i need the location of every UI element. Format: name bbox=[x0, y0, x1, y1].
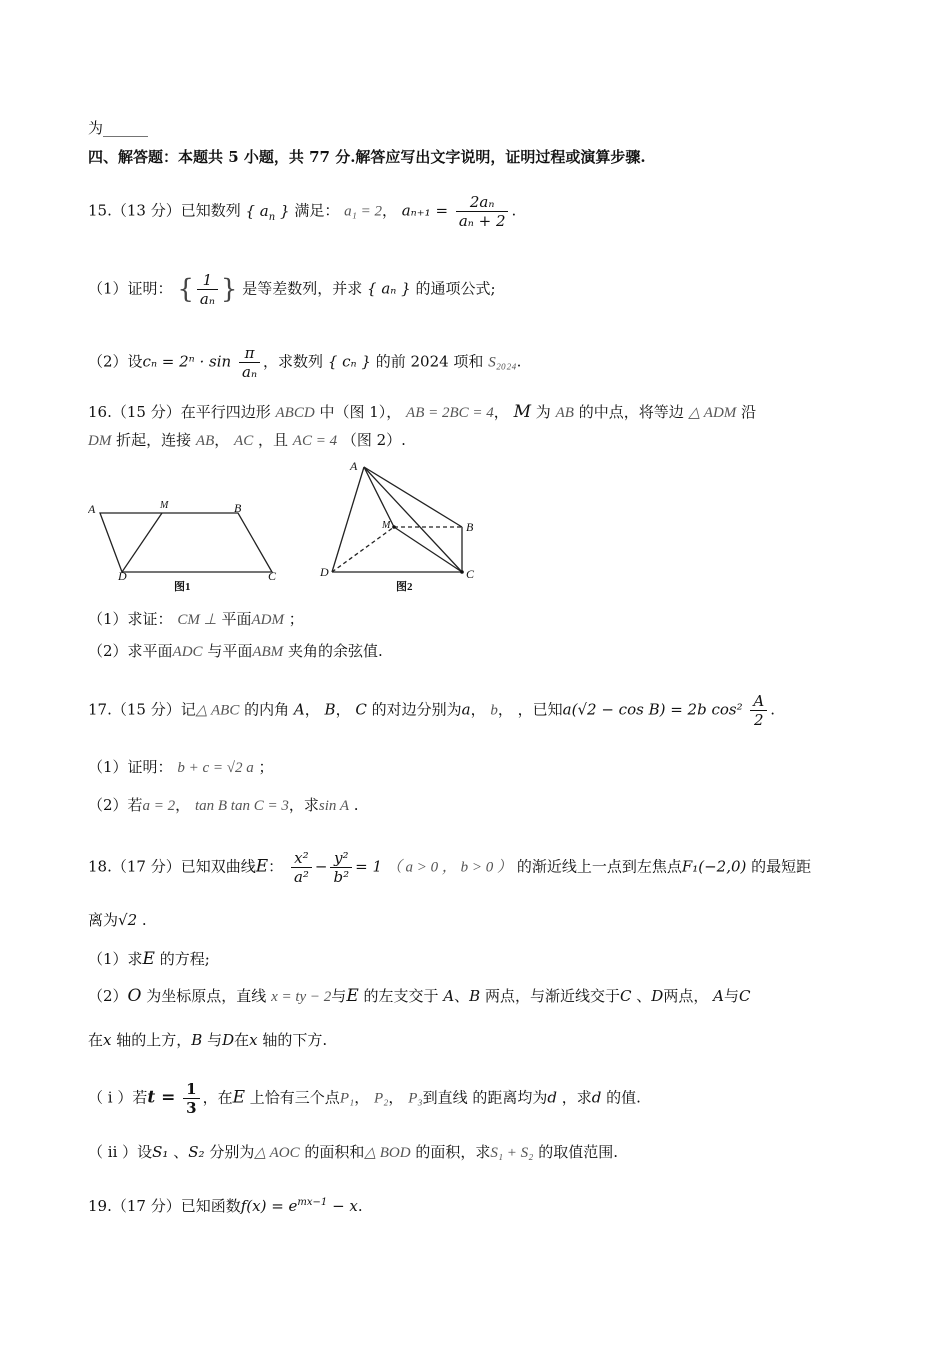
q17-frac-den: 2 bbox=[754, 711, 764, 729]
q18-i-frac bbox=[183, 1080, 199, 1117]
q15-p2-post: 的前 2024 项和 bbox=[375, 352, 484, 371]
q16-l2-end: （图 2）. bbox=[341, 431, 406, 449]
q17-mid1: 的内角 bbox=[244, 700, 290, 719]
q16-tri: △ ADM bbox=[688, 405, 737, 421]
q18-part2 bbox=[88, 986, 750, 1007]
section-title bbox=[88, 147, 646, 167]
q18-ii-dun: 、 bbox=[173, 1143, 189, 1161]
q17-p1-math: b + c = √2 a bbox=[177, 760, 254, 776]
q18-p2-mid6: 与 bbox=[723, 987, 739, 1005]
left-brace-icon: { bbox=[177, 274, 194, 305]
q18-i-p2: P₂ bbox=[374, 1090, 389, 1107]
q19-fx: f(x) = e bbox=[240, 1197, 298, 1215]
q16-l2-eq: AC = 4 bbox=[292, 433, 338, 449]
q18-colon: ： bbox=[268, 857, 284, 876]
q18-i-d2: d bbox=[591, 1088, 602, 1107]
q18-i-mid2: 上恰有三个点 bbox=[249, 1088, 340, 1107]
fig1-label-a: A bbox=[88, 502, 96, 516]
fig2-point-m bbox=[392, 525, 396, 529]
fig1-label-m: M bbox=[160, 500, 169, 511]
q18-i-mid1: ，在 bbox=[202, 1088, 233, 1107]
q18-p2-c2: C bbox=[738, 987, 751, 1005]
q16-mid4: 沿 bbox=[741, 403, 757, 421]
q18-sub-ii bbox=[88, 1142, 618, 1163]
q15-p2-sum: S₂₀₂₄ bbox=[488, 354, 517, 371]
q15-seq-brace: { a bbox=[245, 201, 269, 220]
q18-y2: y² bbox=[330, 849, 352, 868]
q16-ab: AB bbox=[555, 405, 574, 421]
q15-p1-post: 的通项公式; bbox=[415, 279, 496, 298]
q17-expr: a(√2 − cos B) = 2b cos² bbox=[562, 700, 743, 719]
q18-p1-e: E bbox=[142, 949, 155, 969]
fig2-label-c: C bbox=[466, 567, 475, 581]
q18-stem: 18.（17 分）已知双曲线E： $\frac{\text{x²}}{\text{a²}}$ − $\frac{\text{y²}}{\text{b²}}$ = 1 （ a > 0 ， b > 0 ） 的渐近线上一点到左焦点F₁(−2,0) 的最短距 bbox=[88, 849, 812, 886]
q17-stem-text: 17.（15 分）记 bbox=[88, 700, 196, 719]
q18-l3-pre: 在 bbox=[88, 1031, 104, 1049]
q18-l3-d: D bbox=[222, 1031, 235, 1049]
q18-p2-dun2: 、 bbox=[636, 987, 652, 1005]
q18-p2-d: D bbox=[651, 987, 664, 1005]
q16-line1-text: 16.（15 分）在平行四边形 bbox=[88, 403, 271, 421]
q15-p1-den: aₙ bbox=[199, 290, 215, 308]
fig2-point-c bbox=[460, 570, 464, 574]
q18-ii-mid2: 的面积和 bbox=[304, 1143, 365, 1161]
q18-p2-mid5: 两点， bbox=[663, 987, 709, 1005]
fig2-mc bbox=[394, 527, 462, 572]
q18-l3-mid2: 与 bbox=[207, 1031, 223, 1049]
q15-p1-frac bbox=[197, 271, 218, 308]
q17-side-a: a bbox=[461, 700, 471, 719]
fig2-caption: 图2 bbox=[396, 581, 413, 593]
q18-p2-c: C bbox=[620, 987, 632, 1005]
fig1-label-d: D bbox=[118, 569, 127, 583]
q16-eq1: AB = 2BC = 4 bbox=[406, 405, 494, 421]
q18-part1 bbox=[88, 949, 210, 969]
q18-l3-x2: x bbox=[249, 1031, 258, 1049]
q18-p2-e: E bbox=[346, 986, 359, 1006]
continuation-line bbox=[88, 118, 148, 138]
q16-p1-end: ； bbox=[288, 610, 304, 628]
q19-stem bbox=[88, 1193, 363, 1216]
q18-i-pre: （ i ）若 bbox=[88, 1088, 148, 1107]
q16-m: M bbox=[513, 402, 532, 422]
q18-i-mid3: 到直线 的距离均为 bbox=[422, 1088, 548, 1107]
q16-dm: DM bbox=[88, 433, 112, 449]
q17-frac bbox=[750, 692, 767, 729]
q17-p2-mid: ，求 bbox=[288, 796, 319, 814]
q16-p2-end: 夹角的余弦值. bbox=[287, 642, 383, 660]
q18-frac-x bbox=[291, 849, 312, 886]
q16-mid1: 中（图 1）， bbox=[319, 403, 402, 421]
q18-p2-mid2: 与 bbox=[331, 987, 347, 1005]
q15-p2-seq: { cₙ } bbox=[327, 352, 371, 371]
q18-x2: x² bbox=[291, 849, 312, 868]
q16-p2-pre: （2）求平面 bbox=[88, 642, 173, 660]
q16-l2-ab: AB bbox=[195, 433, 215, 449]
figure-2 bbox=[332, 467, 462, 572]
fig1-parallelogram bbox=[100, 513, 272, 572]
q16-line2-text: 折起，连接 bbox=[116, 431, 192, 449]
q18-l3-mid: 轴的上方， bbox=[116, 1031, 192, 1049]
q16-mid2: 为 bbox=[535, 403, 551, 421]
q18-end: 的最短距 bbox=[751, 857, 812, 876]
q17-p1-end: ； bbox=[258, 758, 274, 776]
q17-part2 bbox=[88, 795, 359, 816]
q16-p2-mid: 与平面 bbox=[207, 642, 253, 660]
q18-b2: b² bbox=[333, 868, 350, 886]
fig1-label-b: B bbox=[234, 501, 242, 515]
q15-stem: 15.（13 分）已知数列 { $a_n$ } 满足： a₁ = 2， aₙ₊₁ = $\frac{\text{2aₙ}}{\text{aₙ + 2}}$ . bbox=[88, 193, 517, 230]
q18-i-end: 的值. bbox=[606, 1088, 641, 1107]
q15-p1-pre: （1）证明： bbox=[88, 279, 173, 298]
q18-ii-end: 的取值范围. bbox=[538, 1143, 618, 1161]
q16-part2 bbox=[88, 641, 383, 662]
q17-p2-sin: sin A bbox=[318, 798, 350, 814]
q19-exp: mx−1 bbox=[297, 1197, 328, 1208]
q18-p2-a2: A bbox=[713, 987, 724, 1005]
q15-rec-frac bbox=[456, 193, 509, 230]
q18-dot: . bbox=[141, 911, 147, 929]
q17-p2-a: a = 2 bbox=[142, 798, 176, 814]
q16-p1-pre: （1）求证： bbox=[88, 610, 173, 628]
q18-i-num: 1 bbox=[183, 1080, 199, 1099]
q16-p1-math: CM ⊥ bbox=[177, 612, 217, 628]
q15-part1 bbox=[88, 271, 496, 308]
q18-p2-a: A bbox=[443, 987, 455, 1005]
q18-p2-line: x = ty − 2 bbox=[271, 989, 332, 1005]
q18-cond: （ a > 0 ， b > 0 ） bbox=[386, 859, 513, 876]
q17-p2-tan: tan B tan C = 3 bbox=[194, 798, 289, 814]
q15-p2-pre: （2）设 bbox=[88, 352, 143, 371]
q15-p2-num: π bbox=[239, 344, 260, 363]
q18-l3-end: 轴的下方. bbox=[262, 1031, 328, 1049]
q18-eq1: = 1 bbox=[355, 857, 382, 876]
q18-ii-s2: S₂ bbox=[188, 1143, 205, 1161]
q17-b-angle: B bbox=[324, 700, 336, 719]
fig1-caption: 图1 bbox=[174, 581, 191, 593]
fig1-dm-line bbox=[122, 513, 162, 572]
q16-line2 bbox=[88, 430, 406, 451]
q16-p2-adc: ADC bbox=[172, 644, 203, 660]
q19-stem-text: 19.（17 分）已知函数 bbox=[88, 1197, 241, 1215]
right-brace-icon: } bbox=[220, 274, 238, 305]
q17-a-angle: A bbox=[293, 700, 305, 719]
q16-p2-abm: ABM bbox=[252, 644, 284, 660]
q17-p2-pre: （2）若 bbox=[88, 796, 143, 814]
q16-l2-mid: ，且 bbox=[257, 431, 288, 449]
q15-p2-den: aₙ bbox=[242, 363, 258, 381]
q16-p1-mid: 平面 bbox=[221, 610, 252, 628]
q18-p2-dun: 、 bbox=[454, 987, 470, 1005]
q18-p1-end: 的方程; bbox=[159, 950, 210, 968]
q18-p2-mid1: 为坐标原点，直线 bbox=[146, 987, 267, 1005]
fig2-label-a: A bbox=[350, 462, 358, 473]
q15-p2-frac bbox=[239, 344, 260, 381]
q15-p1-num: 1 bbox=[197, 271, 218, 290]
q18-i-c2: ， bbox=[388, 1088, 404, 1107]
q18-mid: 的渐近线上一点到左焦点 bbox=[516, 857, 682, 876]
fig2-label-d: D bbox=[320, 565, 329, 579]
q17-c-angle: C bbox=[355, 700, 367, 719]
q18-p2-o: O bbox=[127, 986, 142, 1006]
fig1-label-c: C bbox=[268, 569, 277, 583]
q17-mid3: ，已知 bbox=[517, 700, 563, 719]
q18-i-t: t = bbox=[147, 1087, 176, 1108]
q16-l2-ac: AC bbox=[234, 433, 254, 449]
q16-p1-adm: ADM bbox=[251, 612, 284, 628]
q18-ii-aoc: △ AOC bbox=[254, 1145, 300, 1161]
figure-1 bbox=[100, 513, 272, 572]
q18-p2-pre: （2） bbox=[88, 987, 128, 1005]
q15-p1-mid: 是等差数列，并求 bbox=[242, 279, 363, 298]
q18-i-d: d bbox=[547, 1088, 557, 1107]
q18-ii-mid3: 的面积，求 bbox=[415, 1143, 491, 1161]
q15-rec-den: aₙ + 2 bbox=[458, 212, 506, 230]
q19-end: . bbox=[357, 1197, 363, 1215]
q18-ii-mid1: 分别为 bbox=[209, 1143, 255, 1161]
q17-p2-comma: ， bbox=[175, 796, 191, 814]
q18-ii-pre: （ ii ）设 bbox=[88, 1143, 153, 1161]
q15-p2-mid: ，求数列 bbox=[263, 352, 324, 371]
section-title-text: 四、解答题：本题共 5 小题，共 77 分.解答应写出文字说明，证明过程或演算步骤. bbox=[88, 148, 646, 166]
q18-line2 bbox=[88, 910, 147, 930]
q17-end: . bbox=[770, 700, 776, 719]
continuation-text: 为______ bbox=[88, 119, 149, 137]
q15-rec-num: 2aₙ bbox=[456, 193, 509, 212]
q18-sqrt2: √2 bbox=[118, 911, 138, 929]
q15-p2-end: . bbox=[516, 352, 522, 371]
fig2-label-m: M bbox=[382, 520, 391, 531]
q18-i-e: E bbox=[232, 1087, 246, 1108]
q18-focus: F₁(−2,0) bbox=[681, 857, 747, 876]
q18-p2-mid3: 的左支交于 bbox=[363, 987, 439, 1005]
q18-i-p3: P₃ bbox=[408, 1090, 423, 1107]
q17-frac-num: A bbox=[750, 692, 767, 711]
q18-p1-pre: （1）求 bbox=[88, 950, 143, 968]
q18-i-p1: P₁ bbox=[339, 1090, 355, 1107]
q17-tri: △ ABC bbox=[195, 702, 240, 719]
q17-side-b: b bbox=[490, 702, 498, 719]
q18-ii-s1: S₁ bbox=[152, 1143, 169, 1161]
fig2-ad bbox=[332, 467, 364, 572]
q18-a2: a² bbox=[293, 868, 309, 886]
fig2-dm-dashed bbox=[332, 527, 394, 572]
q19-rest: − x bbox=[332, 1197, 358, 1215]
q15-p2-def: cₙ = 2ⁿ · sin bbox=[142, 352, 232, 371]
q18-ii-sum: S₁ + S₂ bbox=[490, 1145, 534, 1161]
q17-part1 bbox=[88, 757, 274, 778]
q17-p2-end: . bbox=[353, 796, 359, 814]
q15-stem-text: 15.（13 分）已知数列 bbox=[88, 201, 241, 220]
q16-abcd: ABCD bbox=[275, 405, 315, 421]
q15-seq: { $a_n$ } bbox=[245, 201, 290, 223]
q15-p1-seq: { aₙ } bbox=[367, 279, 411, 298]
q16-comma1: ， bbox=[493, 403, 509, 421]
q18-l3-mid3: 在 bbox=[234, 1031, 250, 1049]
q15-sat: 满足： bbox=[294, 201, 340, 220]
q15-rec-lhs: aₙ₊₁ = bbox=[401, 201, 449, 220]
q17-mid2: 的对边分别为 bbox=[371, 700, 462, 719]
q18-i-den: 3 bbox=[186, 1099, 197, 1117]
fig2-label-b: B bbox=[466, 520, 474, 534]
q18-i-c1: ， bbox=[354, 1088, 370, 1107]
q18-line3 bbox=[88, 1030, 327, 1050]
q16-part1 bbox=[88, 609, 304, 630]
q18-e: E bbox=[255, 856, 269, 877]
q15-a1: a₁ = 2 bbox=[344, 203, 382, 220]
q15-part2 bbox=[88, 344, 521, 381]
q17-p1-pre: （1）证明： bbox=[88, 758, 173, 776]
q18-l3-b: B bbox=[191, 1031, 203, 1049]
q18-p2-b: B bbox=[469, 987, 481, 1005]
q16-line1 bbox=[88, 402, 756, 423]
q18-ii-bod: △ BOD bbox=[364, 1145, 411, 1161]
q16-figures bbox=[88, 462, 508, 602]
q18-i-mid4: ，求 bbox=[561, 1088, 592, 1107]
q18-l3-x: x bbox=[103, 1031, 112, 1049]
q18-stem-text: 18.（17 分）已知双曲线 bbox=[88, 857, 256, 876]
q18-p2-mid4: 两点，与渐近线交于 bbox=[484, 987, 620, 1005]
fig2-ac bbox=[364, 467, 462, 572]
q18-frac-y bbox=[330, 849, 352, 886]
q16-l2-comma: ， bbox=[214, 431, 230, 449]
q17-stem: 17.（15 分）记△ ABC 的内角 A， B， C 的对边分别为a， b， ，已知a(√2 − cos B) = 2b cos² $\frac{A}{2}$ . bbox=[88, 692, 776, 729]
q18-sub-i bbox=[88, 1080, 641, 1117]
q18-line2-text: 离为 bbox=[88, 911, 119, 929]
q16-mid3: 的中点，将等边 bbox=[578, 403, 684, 421]
